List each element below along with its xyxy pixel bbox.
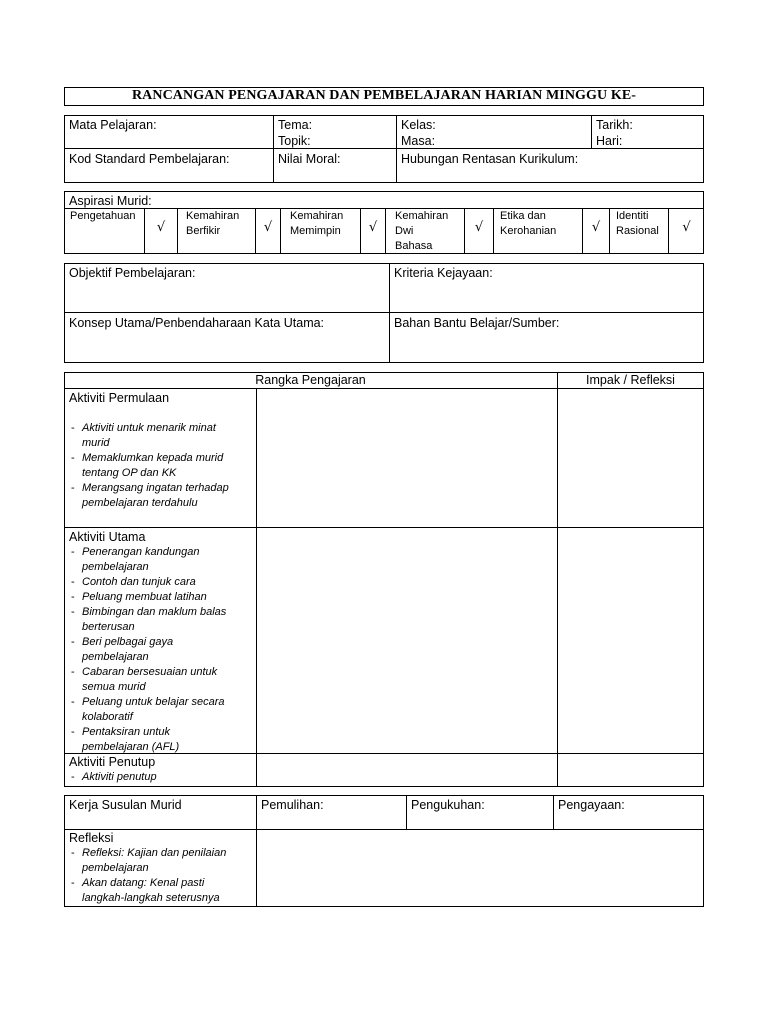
- aspirasi-item-label: Kemahiran: [395, 210, 449, 222]
- aspirasi-item-kerohanian: [500, 209, 556, 239]
- masa-label: Masa:: [401, 134, 436, 148]
- rangka-table: [64, 372, 704, 787]
- objektif-label: Objektif Pembelajaran:: [69, 266, 196, 280]
- aktiviti-permulaan-title: Aktiviti Permulaan: [69, 391, 170, 405]
- list-item: [65, 481, 256, 511]
- list-item-text: - Akan datang: Kenal pasti: [82, 877, 205, 889]
- list-item-text: - Peluang membuat latihan: [82, 591, 207, 603]
- list-item: [65, 770, 256, 785]
- aspirasi-item-label: Berfikir: [186, 225, 221, 237]
- kod-standard-label: Kod Standard Pembelajaran:: [69, 152, 230, 166]
- list-item-text: - Aktiviti penutup: [82, 771, 157, 783]
- list-item-text: berterusan: [82, 621, 135, 633]
- list-item: [65, 421, 256, 451]
- aktiviti-penutup-title: Aktiviti Penutup: [69, 755, 156, 769]
- checkmark-icon: √: [474, 220, 484, 235]
- aspirasi-item-label: Pengetahuan: [70, 210, 136, 222]
- list-item-text: - Memaklumkan kepada murid: [82, 452, 224, 464]
- list-item: [65, 575, 256, 590]
- topik-label: Topik:: [278, 134, 311, 148]
- aspirasi-title: Aspirasi Murid:: [69, 194, 152, 208]
- aspirasi-item-pengetahuan: [70, 209, 135, 224]
- list-item-text: - Bimbingan dan maklum balas: [82, 606, 227, 618]
- list-item-text: kolaboratif: [82, 711, 133, 723]
- list-item-text: - Cabaran bersesuaian untuk: [82, 666, 218, 678]
- list-item-text: - Contoh dan tunjuk cara: [82, 576, 196, 588]
- checkmark-icon: √: [156, 220, 166, 235]
- kelas-label: Kelas:: [401, 118, 436, 132]
- list-item-text: - Beri pelbagai gaya: [82, 636, 174, 648]
- impak-header: Impak / Refleksi: [586, 373, 675, 387]
- aspirasi-item-label: Rasional: [616, 225, 659, 237]
- kriteria-label: Kriteria Kejayaan:: [394, 266, 493, 280]
- checkmark-icon: √: [263, 220, 273, 235]
- mata-pelajaran-label: Mata Pelajaran:: [69, 118, 157, 132]
- aspirasi-item-label: Kemahiran: [290, 210, 344, 222]
- aktiviti-permulaan-list: [64, 421, 256, 511]
- nilai-moral-label: Nilai Moral:: [278, 152, 341, 166]
- aspirasi-item-label: Memimpin: [290, 225, 341, 237]
- page-title: [64, 87, 704, 106]
- list-item: [65, 695, 256, 725]
- bahan-label: Bahan Bantu Belajar/Sumber:: [394, 316, 560, 330]
- list-item: [65, 590, 256, 605]
- list-item: [65, 846, 256, 876]
- page-title-text: RANCANGAN PENGAJARAN DAN PEMBELAJARAN HARIAN MINGGU KE-: [131, 88, 637, 103]
- konsep-label: Konsep Utama/Penbendaharaan Kata Utama:: [69, 316, 325, 330]
- kerja-susulan-label: Kerja Susulan Murid: [69, 798, 182, 812]
- pengukuhan-label: Pengukuhan:: [411, 798, 485, 812]
- list-item-text: - Refleksi: Kajian dan penilaian: [82, 847, 227, 859]
- hubungan-label: Hubungan Rentasan Kurikulum:: [401, 152, 579, 166]
- list-item-text: pembelajaran: [82, 651, 149, 663]
- list-item: [65, 451, 256, 481]
- aktiviti-permulaan: [64, 389, 256, 511]
- list-item-text: pembelajaran: [82, 862, 149, 874]
- tema-label: Tema:: [278, 118, 313, 132]
- pemulihan-label: Pemulihan:: [261, 798, 324, 812]
- list-item-text: langkah-langkah seterusnya: [82, 892, 220, 904]
- refleksi-list: [64, 846, 256, 906]
- aspirasi-item-dwi-bahasa: [395, 209, 448, 254]
- list-item-text: - Aktiviti untuk menarik minat: [82, 422, 216, 434]
- aktiviti-penutup: [64, 754, 256, 785]
- list-item-text: pembelajaran terdahulu: [82, 497, 198, 509]
- list-item: [65, 635, 256, 665]
- list-item-text: - Peluang untuk belajar secara: [82, 696, 225, 708]
- checkmark-icon: √: [591, 220, 601, 235]
- list-item-text: semua murid: [82, 681, 146, 693]
- info-table: [64, 115, 704, 183]
- refleksi-title: Refleksi: [69, 831, 114, 845]
- tarikh-label: Tarikh:: [596, 118, 633, 132]
- list-item-text: pembelajaran (AFL): [82, 741, 180, 753]
- aspirasi-item-label: Bahasa: [395, 240, 433, 252]
- list-item: [65, 876, 256, 906]
- aspirasi-item-berfikir: [186, 209, 239, 239]
- list-item-text: murid: [82, 437, 110, 449]
- list-item: [65, 665, 256, 695]
- aspirasi-item-rasional: [616, 209, 659, 239]
- aspirasi-table: [64, 191, 704, 254]
- checkmark-icon: √: [682, 220, 691, 235]
- aktiviti-utama: [64, 528, 256, 755]
- refleksi-table: [64, 829, 704, 907]
- list-item-text: - Penerangan kandungan: [82, 546, 200, 558]
- list-item: [65, 725, 256, 755]
- checkmark-icon: √: [368, 220, 378, 235]
- aspirasi-item-label: Kemahiran: [186, 210, 240, 222]
- aktiviti-utama-title: Aktiviti Utama: [69, 530, 146, 544]
- list-item: [65, 605, 256, 635]
- aspirasi-item-label: Etika dan: [500, 210, 546, 222]
- hari-label: Hari:: [596, 134, 623, 148]
- list-item: [65, 545, 256, 575]
- aspirasi-item-label: Kerohanian: [500, 225, 557, 237]
- list-item-text: - Merangsang ingatan terhadap: [82, 482, 229, 494]
- list-item-text: pembelajaran: [82, 561, 149, 573]
- aspirasi-item-label: Identiti: [616, 210, 649, 222]
- rangka-header: Rangka Pengajaran: [255, 373, 366, 387]
- list-item-text: - Pentaksiran untuk: [82, 726, 171, 738]
- objektif-table: [64, 263, 704, 363]
- pengayaan-label: Pengayaan:: [558, 798, 625, 812]
- aktiviti-utama-list: [64, 545, 256, 755]
- susulan-table: [64, 795, 704, 830]
- list-item-text: tentang OP dan KK: [82, 467, 177, 479]
- aktiviti-penutup-list: [64, 770, 256, 785]
- aspirasi-item-label: Dwi: [395, 225, 414, 237]
- aspirasi-item-memimpin: [290, 209, 343, 239]
